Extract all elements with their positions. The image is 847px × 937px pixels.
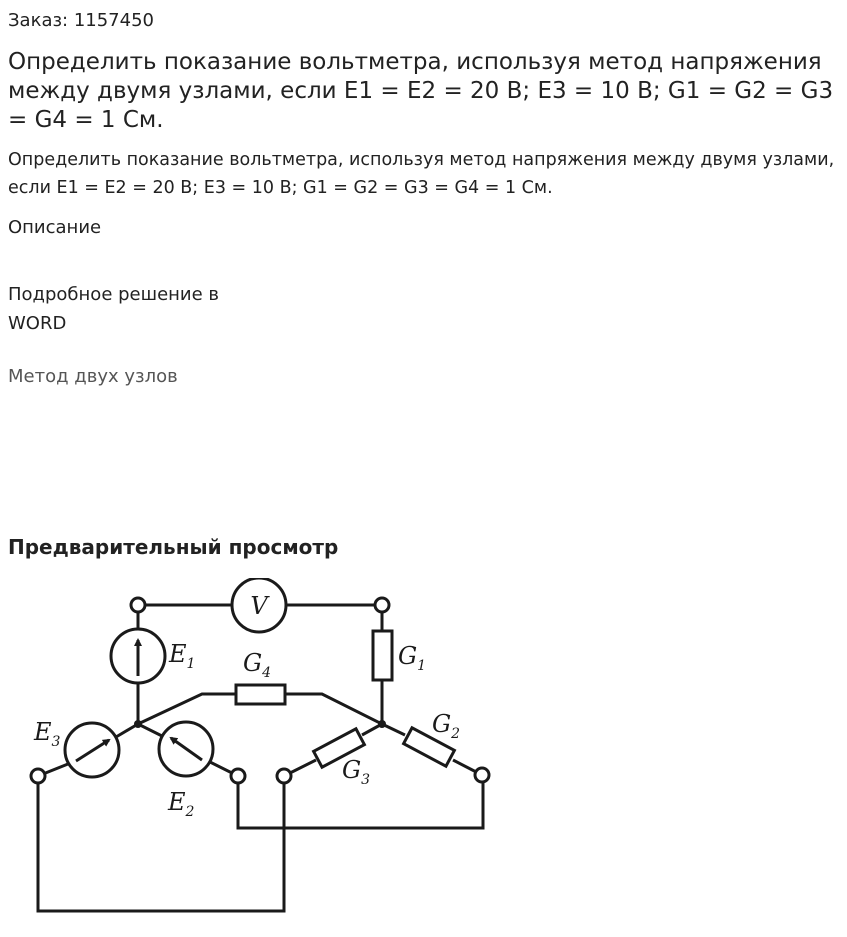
label-e1-main: E [169, 640, 187, 668]
resistor-g4 [236, 685, 285, 704]
wire-g4 [138, 694, 236, 724]
page-title: Определить показание вольтметра, используя метод напряжения между двумя узлами, если Е1 = Е2 = 20 В; Е3 = 10 В; G1 = G2 = G3 = G4 = 1 См. [8, 49, 834, 133]
voltmeter [232, 578, 286, 632]
label-g4-main: G [243, 649, 263, 677]
label-g4-sub: 4 [262, 665, 272, 681]
wire-g2-node [382, 724, 405, 735]
source-e3 [65, 723, 119, 777]
label-e2-main: E [168, 788, 186, 816]
wire-g4-right [285, 694, 382, 724]
preview-heading: Предварительный просмотр [8, 535, 339, 559]
label-g1-sub: 1 [417, 658, 427, 674]
label-g1 [398, 642, 426, 674]
label-g2-main: G [432, 710, 452, 738]
voltmeter-label: V [250, 592, 268, 620]
wire-bottom-outer [38, 776, 284, 911]
label-e2-sub: 2 [185, 804, 195, 820]
terminal-top-right [375, 598, 389, 612]
wire-g3-node [362, 724, 382, 735]
wire-e3-node [116, 724, 138, 737]
label-e1 [168, 640, 195, 672]
label-e3-main: E [34, 718, 52, 746]
circuit-diagram [20, 578, 510, 928]
description-label: Описание [8, 217, 102, 238]
label-g3-sub: 3 [361, 772, 371, 788]
label-g2 [432, 710, 460, 742]
label-g3 [342, 756, 370, 788]
label-g4 [243, 649, 271, 681]
order-number: Заказ: 1157450 [8, 10, 154, 31]
label-g2-sub: 2 [451, 726, 461, 742]
label-e2 [167, 788, 195, 820]
terminal-top-left [131, 598, 145, 612]
terminal-e2 [231, 769, 245, 783]
source-e2 [159, 722, 213, 776]
source-e1 [111, 629, 165, 683]
label-g1-main: G [398, 642, 418, 670]
label-g3-main: G [342, 756, 362, 784]
terminal-e3 [31, 769, 45, 783]
method-tag[interactable]: Метод двух узлов [8, 366, 178, 387]
terminal-g3 [277, 769, 291, 783]
wire-e2-node [138, 724, 162, 736]
label-e3-sub: 3 [51, 734, 61, 750]
solution-note: Подробное решение в WORD [8, 284, 220, 334]
terminal-g2 [475, 768, 489, 782]
resistor-g1 [373, 631, 392, 680]
problem-description: Определить показание вольтметра, используя метод напряжения между двумя узлами, если Е1 = Е2 = 20 В; Е3 = 10 В; G1 = G2 = G3 = G4 = 1 См. [8, 150, 835, 198]
label-e1-sub: 1 [186, 656, 196, 672]
label-e3 [33, 718, 61, 750]
